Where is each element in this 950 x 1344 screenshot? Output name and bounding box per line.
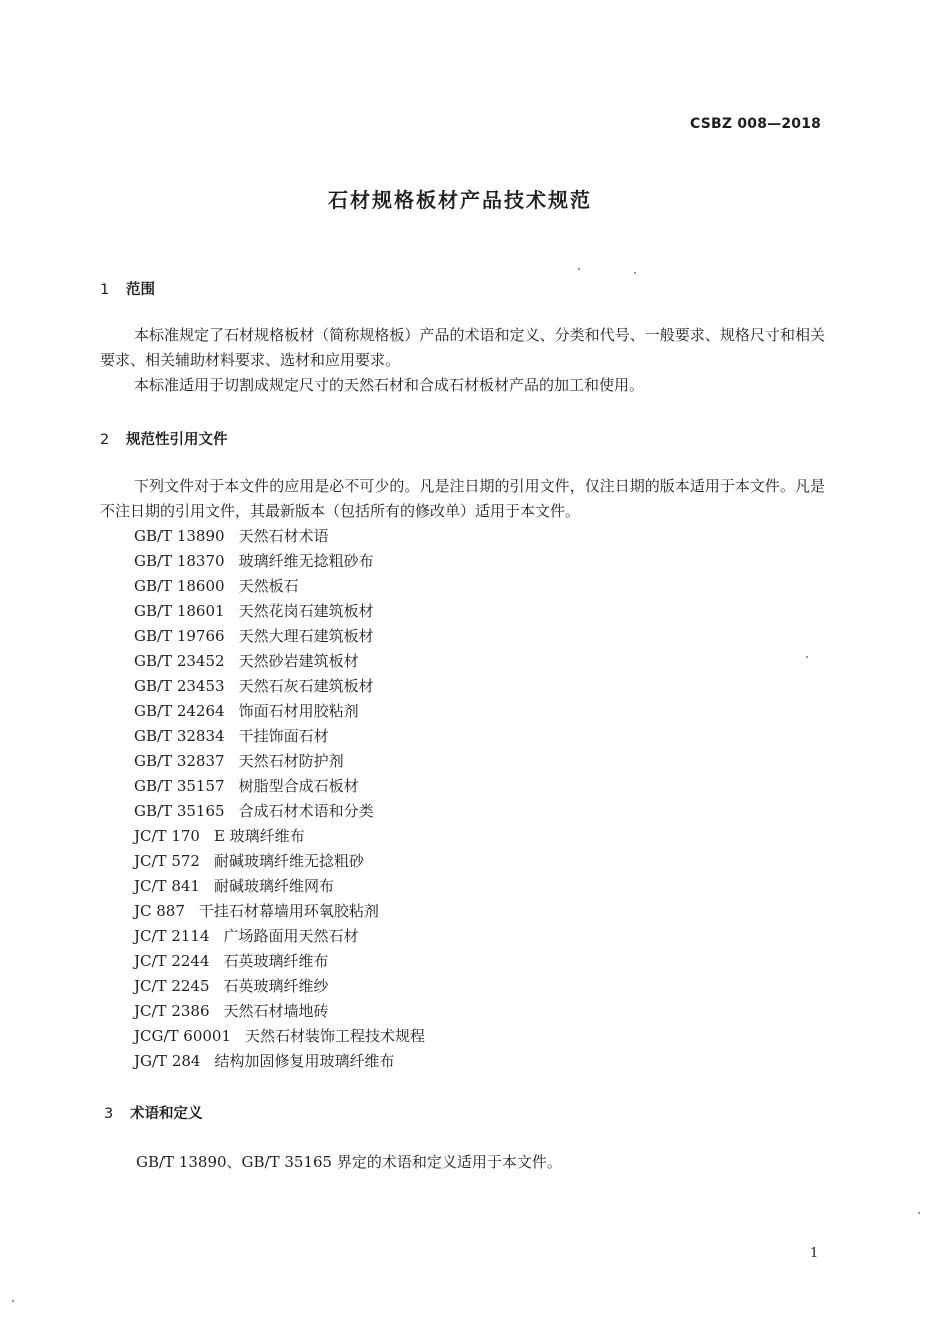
reference-item [134,849,425,874]
reference-title: 耐碱玻璃纤维网布 [213,877,334,895]
reference-code: JC/T 170 [134,827,200,845]
reference-title: 天然石灰石建筑板材 [238,677,374,695]
reference-item [134,924,425,949]
reference-item [134,899,425,924]
reference-item [134,649,425,674]
section-2-number: 2 [100,432,110,448]
reference-item [134,749,425,774]
reference-code: JG/T 284 [134,1052,201,1070]
reference-title: 干挂饰面石材 [238,727,329,745]
reference-item [134,824,425,849]
reference-item [134,549,425,574]
standard-number: CSBZ 008—2018 [690,116,822,132]
section-1-number: 1 [100,282,110,298]
scan-speck [806,656,808,658]
reference-title: 广场路面用天然石材 [223,927,359,945]
reference-title: 天然石材墙地砖 [223,1002,329,1020]
reference-code: GB/T 13890 [134,527,225,545]
reference-title: 饰面石材用胶粘剂 [238,702,359,720]
reference-item [134,949,425,974]
reference-title: 天然花岗石建筑板材 [238,602,374,620]
reference-title: 天然大理石建筑板材 [238,627,374,645]
reference-title: 干挂石材幕墙用环氧胶粘剂 [198,902,379,920]
scope-paragraph-2: 本标准适用于切割成规定尺寸的天然石材和合成石材板材产品的加工和使用。 [134,376,645,394]
reference-title: 结构加固修复用玻璃纤维布 [214,1052,395,1070]
terms-paragraph: GB/T 13890、GB/T 35165 界定的术语和定义适用于本文件。 [136,1153,562,1171]
reference-item [134,524,425,549]
section-2-heading [100,428,228,449]
section-1-heading [100,278,155,299]
reference-title: 玻璃纤维无捻粗砂布 [238,552,374,570]
reference-code: GB/T 18370 [134,552,225,570]
reference-code: GB/T 18600 [134,577,225,595]
scan-speck [12,1300,14,1302]
reference-code: GB/T 35165 [134,802,225,820]
reference-title: 天然石材防护剂 [238,752,344,770]
reference-title: 天然板石 [238,577,299,595]
reference-item [134,699,425,724]
reference-item [134,724,425,749]
reference-code: JC/T 841 [134,877,200,895]
scan-speck [918,1212,920,1214]
reference-title: E 玻璃纤维布 [213,827,305,845]
reference-code: GB/T 18601 [134,602,225,620]
reference-code: JCG/T 60001 [134,1027,232,1045]
normative-refs-intro: 下列文件对于本文件的应用是必不可少的。凡是注日期的引用文件，仅注日期的版本适用于本文件。凡是不注日期的引用文件，其最新版本（包括所有的修改单）适用于本文件。 [100,477,825,520]
reference-title: 石英玻璃纤维布 [223,952,329,970]
reference-item [134,874,425,899]
reference-title: 耐碱玻璃纤维无捻粗砂 [213,852,364,870]
reference-code: GB/T 23452 [134,652,225,670]
reference-title: 天然石材术语 [238,527,329,545]
reference-code: GB/T 32837 [134,752,225,770]
reference-code: JC/T 2244 [134,952,210,970]
reference-item [134,999,425,1024]
reference-code: GB/T 35157 [134,777,225,795]
reference-code: GB/T 19766 [134,627,225,645]
reference-item [134,1024,425,1049]
section-2-title: 规范性引用文件 [126,432,228,448]
scan-speck [634,272,636,274]
section-3-title: 术语和定义 [130,1106,203,1122]
reference-item [134,774,425,799]
reference-item [134,599,425,624]
reference-title: 石英玻璃纤维纱 [223,977,329,995]
reference-code: GB/T 32834 [134,727,225,745]
reference-title: 合成石材术语和分类 [238,802,374,820]
section-3-number: 3 [104,1106,114,1122]
reference-item [134,674,425,699]
reference-item [134,574,425,599]
reference-title: 天然石材装饰工程技术规程 [245,1027,426,1045]
reference-list [134,524,425,1074]
scan-speck [578,268,580,270]
reference-item [134,624,425,649]
reference-item [134,799,425,824]
reference-item [134,974,425,999]
reference-item [134,1049,425,1074]
section-3-heading [104,1102,203,1123]
reference-title: 天然砂岩建筑板材 [238,652,359,670]
scope-paragraph-1: 本标准规定了石材规格板材（简称规格板）产品的术语和定义、分类和代号、一般要求、规格尺寸和相关要求、相关辅助材料要求、选材和应用要求。 [100,326,825,369]
reference-code: JC 887 [134,902,185,920]
section-1-title: 范围 [126,282,155,298]
reference-code: JC/T 2245 [134,977,210,995]
document-title: 石材规格板材产品技术规范 [328,188,592,212]
reference-code: JC/T 2386 [134,1002,210,1020]
page-number: 1 [810,1246,819,1261]
reference-code: JC/T 572 [134,852,200,870]
reference-code: GB/T 23453 [134,677,225,695]
reference-code: GB/T 24264 [134,702,225,720]
reference-code: JC/T 2114 [134,927,210,945]
reference-title: 树脂型合成石板材 [238,777,359,795]
